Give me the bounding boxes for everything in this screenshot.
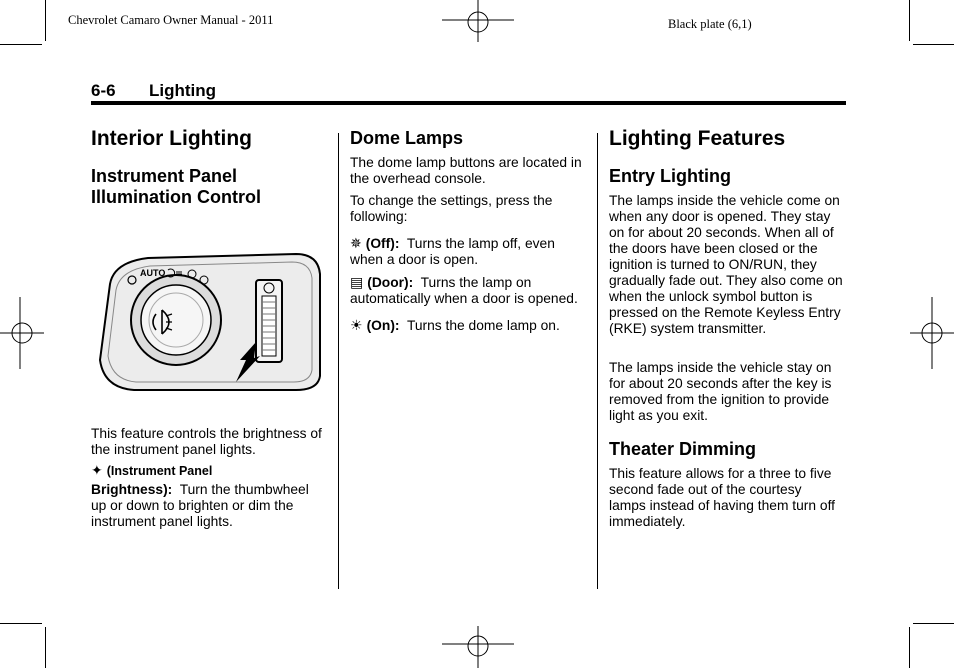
brightness-label: (Instrument Panel — [106, 464, 213, 478]
dome-item-door — [350, 274, 585, 307]
column-divider — [597, 133, 598, 589]
dome-on-text: Turns the dome lamp on. — [406, 318, 560, 333]
manual-title: Chevrolet Camaro Owner Manual - 2011 — [68, 13, 274, 27]
subheading-line: Illumination Control — [91, 187, 261, 207]
instrument-brightness-icon: ✦ — [91, 462, 103, 478]
crop-mark — [909, 0, 910, 41]
entry-para-2: The lamps inside the vehicle stay on for about 20 seconds after the key is removed from the ignition to provide light as you exit. — [609, 360, 832, 423]
auto-label: AUTO — [140, 268, 166, 278]
section-number: 6-6 — [91, 81, 116, 100]
dome-item-on — [350, 317, 585, 334]
dome-on-label: (On): — [366, 318, 400, 333]
brightness-intro: This feature controls the brightness of the instrument panel lights. — [91, 426, 322, 457]
brightness-text: Turn the thumbwheel — [179, 482, 309, 497]
section-rule — [91, 101, 846, 105]
section-name: Lighting — [149, 81, 217, 100]
crop-mark — [0, 623, 42, 624]
subheading-line: Instrument Panel — [91, 166, 238, 186]
headlamp-switch-illustration — [96, 250, 322, 392]
crop-mark — [45, 0, 46, 41]
heading-lighting-features: Lighting Features — [609, 127, 786, 150]
theater-para: This feature allows for a three to five second fade out of the courtesy lamps instead of having them turn off immediately. — [609, 466, 835, 529]
dome-door-label: (Door): — [367, 275, 414, 290]
dome-off-label: (Off): — [365, 236, 400, 251]
crop-mark — [913, 623, 954, 624]
heading-interior-lighting: Interior Lighting — [91, 127, 252, 150]
registration-mark-bottom — [442, 624, 514, 668]
dome-off-icon: ✵ — [350, 235, 362, 251]
subheading-illumination-control — [91, 166, 331, 208]
dome-para-location: The dome lamp buttons are located in the overhead console. — [350, 155, 582, 186]
dome-door-icon: ▤ — [350, 274, 364, 290]
brightness-description — [91, 462, 331, 530]
crop-mark — [45, 627, 46, 668]
crop-mark — [913, 44, 954, 45]
crop-mark — [0, 44, 42, 45]
registration-mark-left — [0, 297, 44, 369]
entry-para-1: The lamps inside the vehicle come on when any door is opened. They stay on for about 20 seconds. When all of the doors have been closed or the ignition is turned to ON/RUN, they gradually fade out. They also come on when the unlock symbol button is pressed on the Remote Keyless Entry (RKE) system transmitter. — [609, 193, 843, 336]
heading-dome-lamps: Dome Lamps — [350, 128, 464, 148]
plate-label: Black plate (6,1) — [668, 17, 752, 31]
dome-lamps-body — [350, 155, 585, 334]
registration-mark-right — [910, 297, 954, 369]
dome-para-change: To change the settings, press the following: — [350, 193, 553, 224]
heading-entry-lighting: Entry Lighting — [609, 166, 731, 186]
crop-mark — [909, 627, 910, 668]
brightness-label: Brightness): — [91, 482, 173, 497]
column-divider — [338, 133, 339, 589]
dome-off-text: Turns the lamp off, even when a door is open. — [350, 236, 555, 267]
brightness-text: up or down to brighten or dim the instrument panel lights. — [91, 498, 294, 529]
dome-on-icon: ☀ — [350, 317, 363, 333]
heading-theater-dimming: Theater Dimming — [609, 439, 757, 459]
dome-door-text: Turns the lamp on automatically when a door is opened. — [350, 275, 578, 306]
dome-item-off — [350, 235, 585, 268]
registration-mark-top — [442, 0, 514, 44]
